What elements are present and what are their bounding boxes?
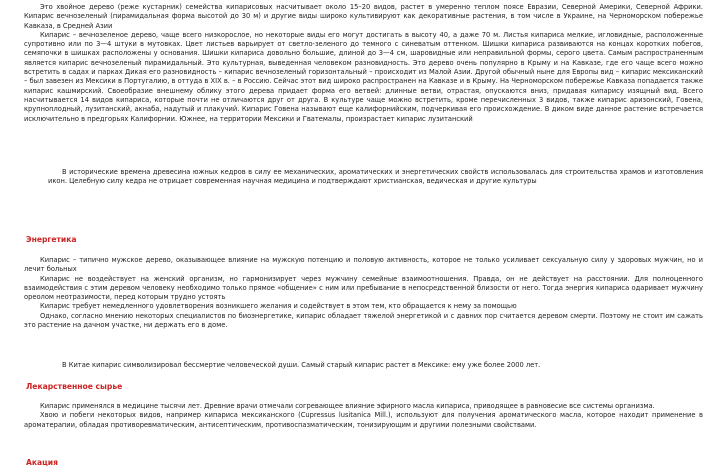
- medicinal-section: [24, 402, 703, 430]
- energetics-paragraph-1: Кипарис – типично мужское дерево, оказывающее влияние на мужскую потенцию и половую активность, которое не только усиливает сексуальную силу у здоровых мужчин, но и лечит больных: [24, 256, 703, 274]
- intro-section: [24, 3, 703, 124]
- section-heading-energetics: Энергетика: [26, 235, 77, 244]
- intro-paragraph-1: Это хвойное дерево (реже кустарник) семейства кипарисовых насчитывает около 15–20 видов, растет в умеренно теплом поясе Евразии, Северной Америки, Северной Африки. Кипарис вечнозеленый (пирамидальная форма высотой до 30 м) и другие виды широко культивируют как декоративные растения, в том числе в Украине, на Черноморском побережье Кавказа, в Средней Азии: [24, 3, 703, 30]
- energetics-section: [24, 256, 703, 330]
- section-heading-medicinal: Лекарственное сырье: [26, 382, 123, 391]
- energetics-paragraph-3: Кипарис требует немедленного удовлетворения возникшего желания и содействует в этом тем, кто обращается к нему за помощью: [40, 302, 517, 311]
- china-quote: В Китае кипарис символизировал бессмертие человеческой души. Самый старый кипарис растет в Мексике: ему уже более 2000 лет.: [62, 361, 541, 369]
- energetics-paragraph-4: Однако, согласно мнению некоторых специалистов по биоэнергетике, кипарис обладает тяжелой энергетикой и с давних пор считается деревом смерти. Поэтому не стоит им сажать это растение на дачном участке, ни держать его в доме.: [24, 311, 703, 330]
- intro-paragraph-2: Кипарис – вечнозеленое дерево, чаще всего низкорослое, но некоторые виды его могут достигать в высоту 40, а даже 70 м. Листья кипариса мелкие, игловидные, расположенные супротивно или по 3—4 штуки в мутовках. Цвет листьев варьирует от светло-зеленого до темного с синеватым оттенком. Шишки кипариса развиваются на концах коротких побегов, семяпочки в шишках расположены у основания. Шишки кипариса довольно большие, длиной до 3—4 см, шаровидные или неправильной формы, серого цвета. Самым распространенным является кипарис вечнозеленый пирамидальный. Это культурная, выведенная человеком разновидность. Это дерево очень популярно в Крыму и на Кавказе, где его чаще всего можно встретить в садах и парках Дикая его разновидность – кипарис вечнозеленый горизонтальный – происходит из Малой Азии. Другой обычный ныне для Европы вид – кипарис мексиканский – был завезен из Мексики в Португалию, в оттуда в XIX в. – в Россию. Сейчас этот вид широко распространен на Кавказе и в Крыму. На Черноморском побережье Кавказа попадается также кипарис кашмирский. Своеобразие внешнему облику этого дерева придает форма его ветвей: длинные ветви, отрастая, опускаются вниз, придавая кипарису изящный вид. Всего насчитывается 14 видов кипариса, которые почти не отличаются друг от друга. В культуре чаще можно встретить, кроме перечисленных 3 видов, также кипарис аризонский, Говена, крупноплодный, лузитанский, акнаба, надутый и плакучий. Кипарис Говена называют еще калифорнийским, подчеркивая его происхождение. В диком виде данное растение встречается исключительно в предгорьях Калифорнии. Южнее, на территории Мексики и Гватемалы, произрастает кипарис лузитанский: [24, 30, 703, 123]
- medicinal-paragraph-1: Кипарис применялся в медицине тысячи лет. Древние врачи отмечали согревающее влияние эфирного масла кипариса, приводящее в равновесие все системы организма.: [40, 402, 655, 410]
- history-quote: В исторические времена древесина южных кедров в силу ее механических, ароматических и энергетических свойств использовалась для строительства храмов и изготовления икон. Целебную силу кедра не отрицает современная научная медицина и подтверждают христианская, ведическая и другие культуры: [48, 168, 703, 186]
- energetics-paragraph-2: Кипарис не воздействует на женский организм, но гармонизирует через мужчину семейные взаимоотношения. Правда, он не действует на расстоянии. Для полноценного взаимодействия с этим деревом человеку необходимо только прямое «общение» с ним или пребывание в непосредственной близости от него. Тогда энергия кипариса одаривает мужчину ореолом неотразимости, перед которым трудно устоять: [24, 274, 703, 302]
- medicinal-paragraph-2: Хвою и побеги некоторых видов, например кипариса мексиканского (Cupressus lusitanica Mill.), используют для получения ароматического масла, которое находит применение в ароматерапии, обладая противоревматическим, антисептическим, противоспазматическим, тонизирующим и другими полезными свойствами.: [24, 411, 703, 429]
- section-heading-acacia: Акация: [26, 458, 58, 467]
